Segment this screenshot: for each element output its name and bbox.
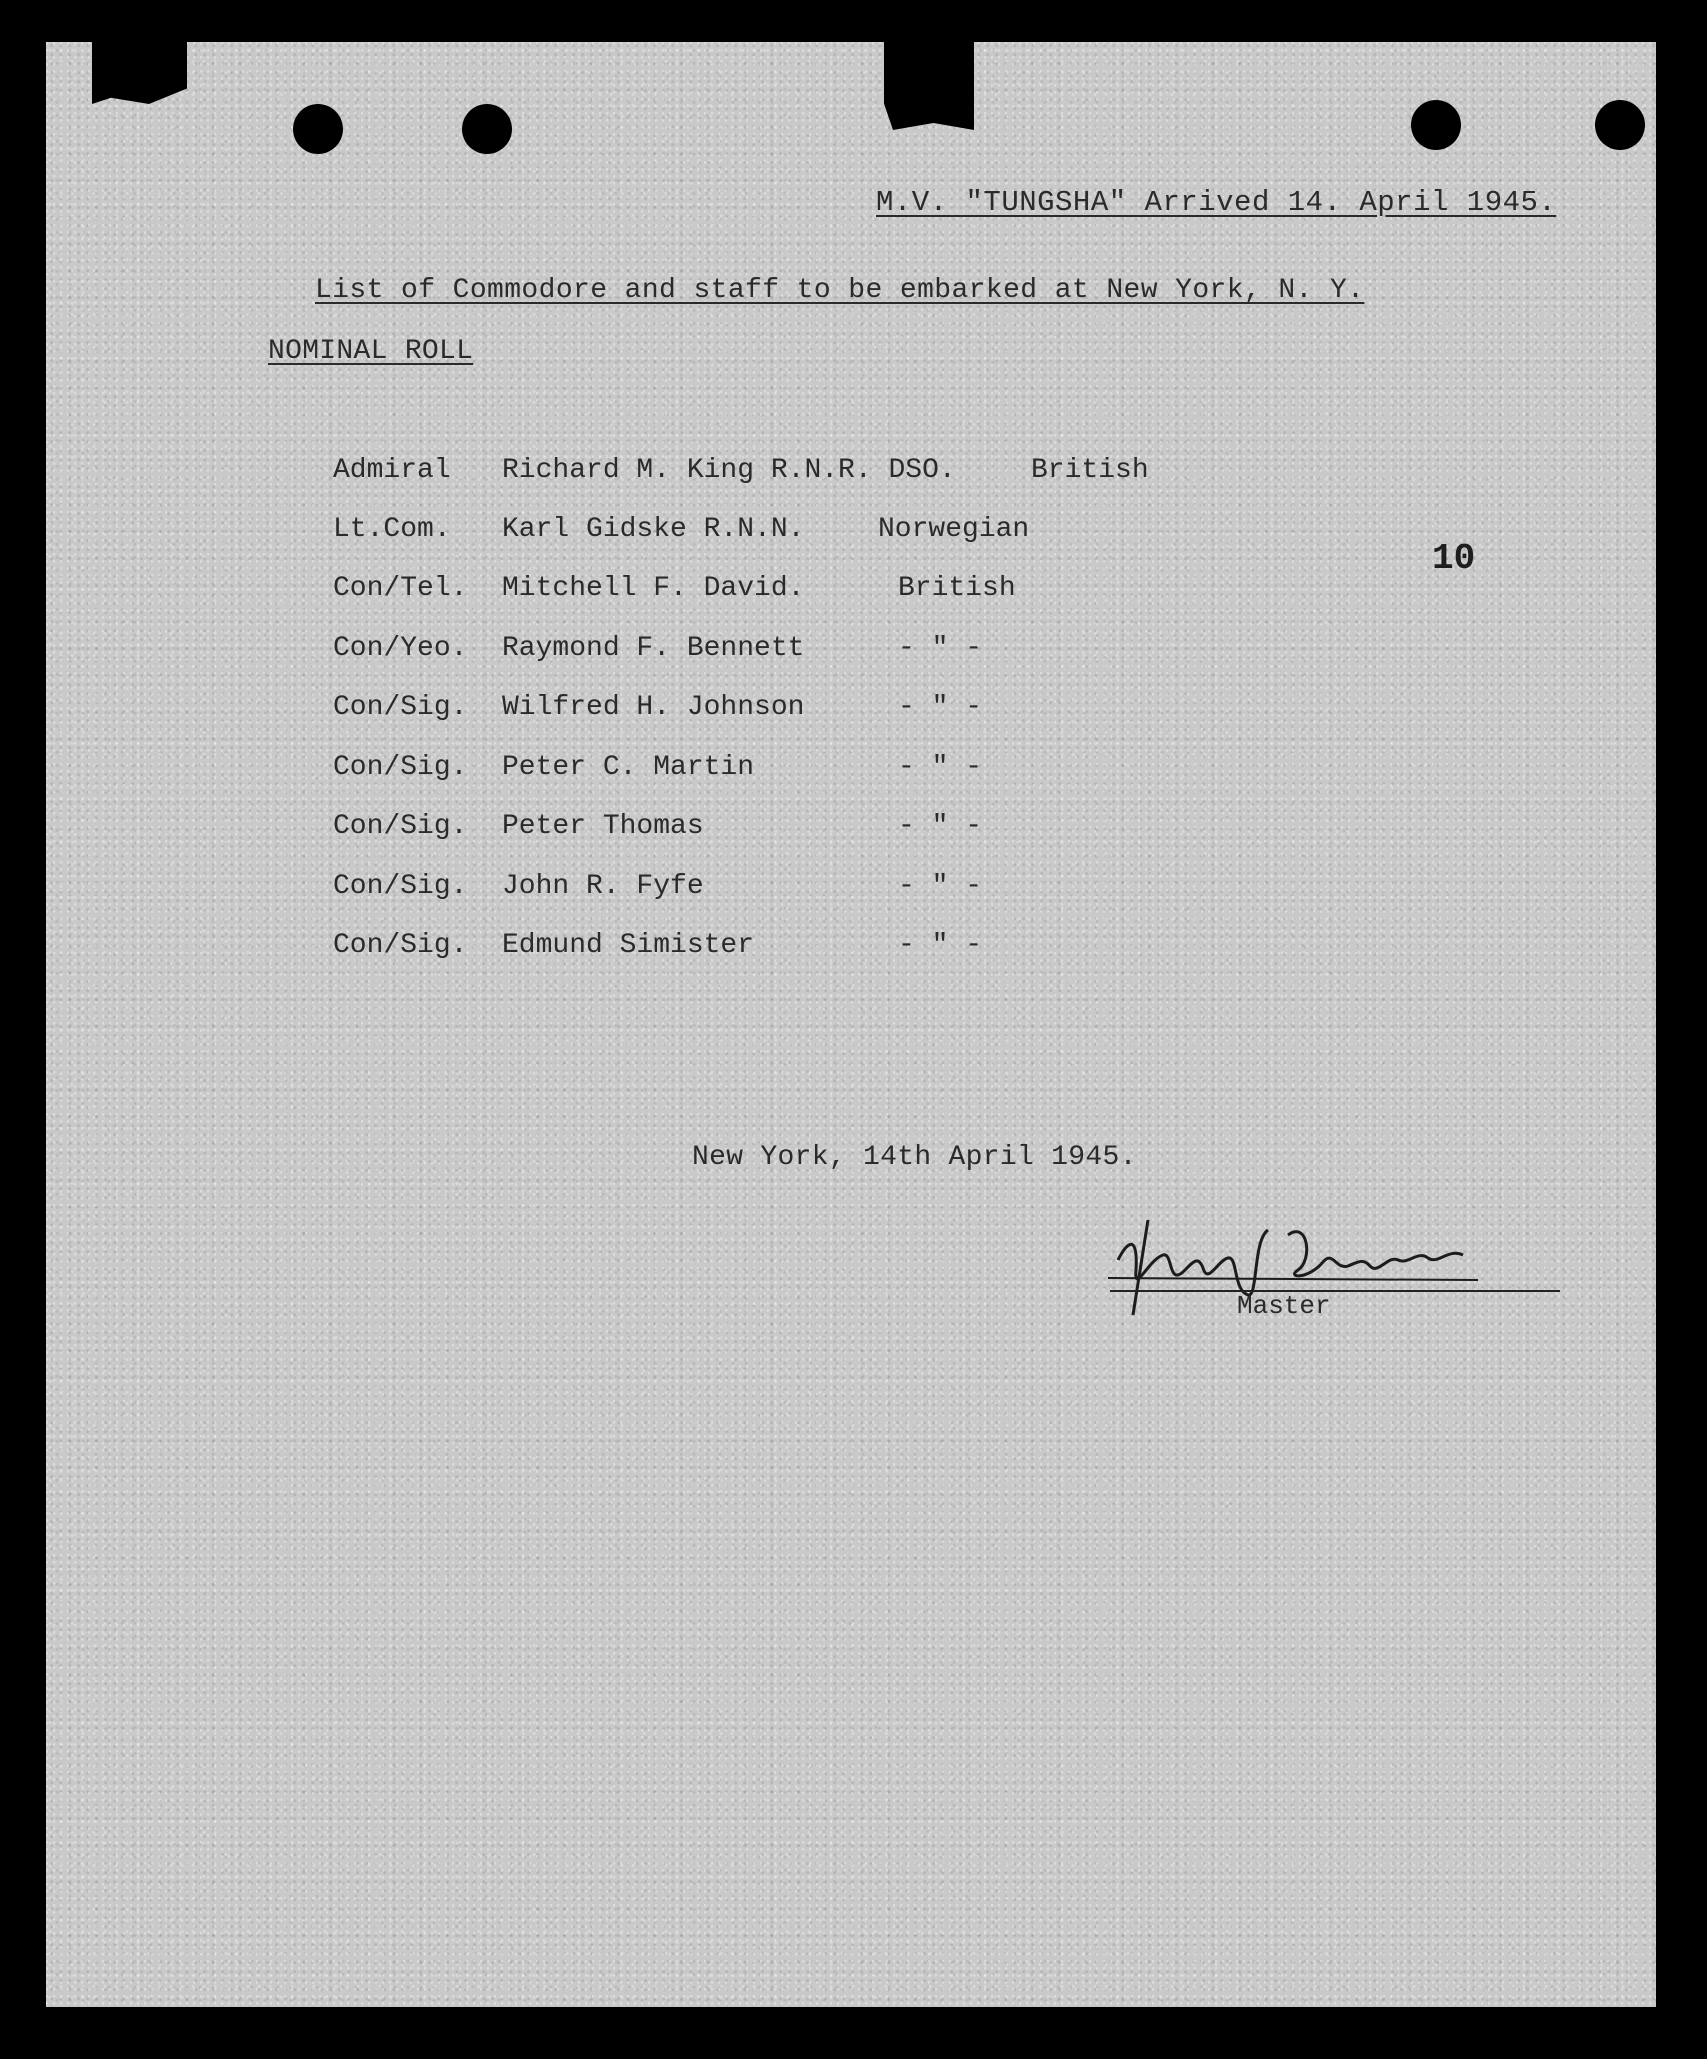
roll-name: Peter Thomas — [502, 811, 704, 842]
arrival-header: M.V. "TUNGSHA" Arrived 14. April 1945. — [876, 186, 1557, 219]
roll-nationality: - " - — [898, 692, 983, 723]
roll-rank: Con/Sig. — [333, 692, 468, 723]
roll-name: Karl Gidske R.N.N. — [502, 514, 805, 545]
roll-nationality: - " - — [898, 633, 983, 664]
roll-name: Wilfred H. Johnson — [502, 692, 805, 723]
signature-line — [1110, 1290, 1560, 1292]
roll-nationality: Norwegian — [878, 514, 1030, 545]
punch-hole — [462, 104, 512, 154]
roll-rank: Con/Tel. — [333, 573, 468, 604]
roll-rank: Con/Sig. — [333, 871, 468, 902]
roll-nationality: - " - — [898, 811, 983, 842]
roll-nationality: - " - — [898, 871, 983, 902]
roll-name: Richard M. King R.N.R. DSO. — [502, 455, 956, 486]
place-and-date: New York, 14th April 1945. — [692, 1142, 1137, 1173]
roll-nationality: British — [1031, 455, 1149, 486]
signatory-title: Master — [1237, 1291, 1331, 1321]
roll-nationality: - " - — [898, 752, 983, 783]
nominal-roll-heading: NOMINAL ROLL — [268, 336, 474, 367]
roll-nationality: British — [898, 573, 1016, 604]
roll-name: Mitchell F. David. — [502, 573, 805, 604]
roll-rank: Lt.Com. — [333, 514, 451, 545]
roll-name: Raymond F. Bennett — [502, 633, 805, 664]
roll-name: John R. Fyfe — [502, 871, 704, 902]
punch-hole — [293, 104, 343, 154]
roll-nationality: - " - — [898, 930, 983, 961]
roll-rank: Con/Sig. — [333, 811, 468, 842]
roll-rank: Con/Sig. — [333, 752, 468, 783]
page-number: 10 — [1432, 538, 1476, 579]
list-title: List of Commodore and staff to be embarked at New York, N. Y. — [315, 275, 1365, 306]
punch-hole — [1411, 100, 1461, 150]
punch-hole — [1595, 100, 1645, 150]
roll-rank: Con/Sig. — [333, 930, 468, 961]
roll-name: Edmund Simister — [502, 930, 755, 961]
roll-name: Peter C. Martin — [502, 752, 755, 783]
roll-rank: Admiral — [333, 455, 451, 486]
torn-edge-middle — [884, 42, 974, 130]
roll-rank: Con/Yeo. — [333, 633, 468, 664]
